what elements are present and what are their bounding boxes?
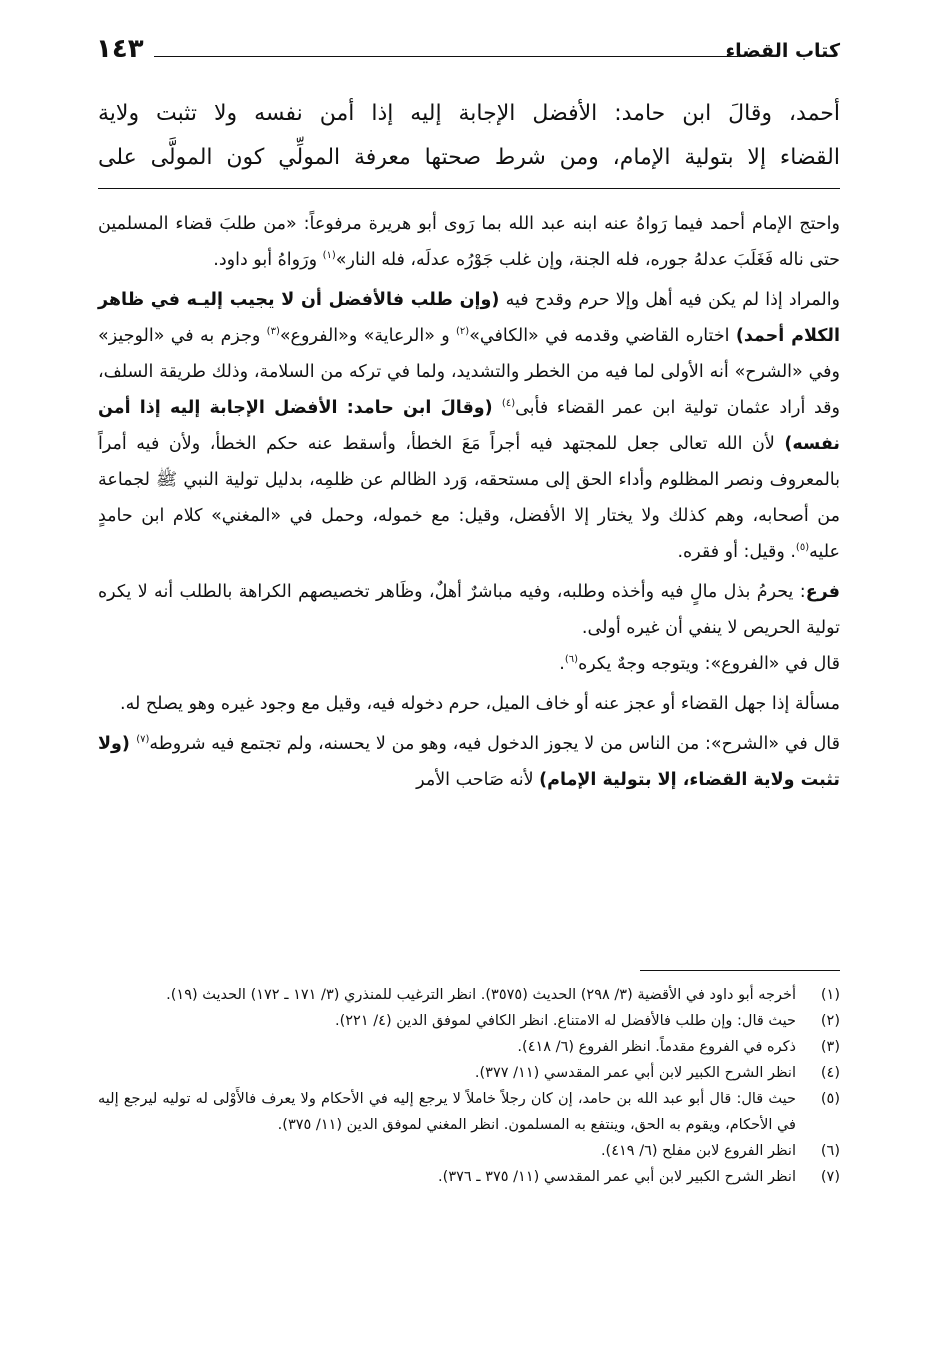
footnote-number: (٧) (820, 1169, 840, 1185)
quoted-main-text: (وقالَ ابن حامد: الأفضل الإجابة إليه إذا أمن نفسه) (98, 398, 840, 454)
footnote-item (98, 982, 840, 1008)
footnote-item (98, 1086, 840, 1138)
commentary-paragraph: مسألة إذا جهل القضاء أو عجز عنه أو خاف الميل، حرم دخوله فيه، وقيل مع وجود غيره وهو يصلح له. (120, 694, 840, 714)
footnote-number: (١) (820, 987, 840, 1003)
commentary-paragraph (98, 574, 840, 646)
main-text-divider (98, 188, 840, 189)
footnote-text: حيث قال: وإن طلب فالأفضل له الامتناع. انظر الكافي لموفق الدين (٤/ ٢٢١). (334, 1013, 796, 1029)
footnote-item (98, 1138, 840, 1164)
footnote-ref[interactable]: (٧) (136, 734, 150, 746)
footnote-number: (٤) (820, 1065, 840, 1081)
commentary-text: واحتج الإمام أحمد فيما رَواهُ عنه ابنه عبد الله بما رَوى أبو هريرة مرفوعاً: «من طلبَ قضاء المسلمين حتى ناله فَغَلَبَ عدلهُ جوره، فله الجنة، وإن غلب جَوْرُه عدلَه، فله النار» (98, 214, 840, 270)
commentary-text: . وقيل: أو فقره. (677, 542, 796, 562)
footnote-text: أخرجه أبو داود في الأقضية (٣/ ٢٩٨) الحديث (٣٥٧٥). انظر الترغيب للمنذري (٣/ ١٧١ ـ ١٧٢) الحديث (١٩). (166, 987, 796, 1003)
main-text-line: القضاء إلا بتولية الإمام، ومن شرط صحتها معرفة المولِّي كون المولَّى على (98, 145, 840, 170)
commentary-text: قال في «الفروع»: ويتوجه وجهٌ يكره (578, 654, 840, 674)
commentary-text: قال في «الشرح»: من الناس من لا يجوز الدخول فيه، وهو من لا يحسنه، ولم تجتمع فيه شروطه (149, 734, 841, 754)
footnote-number: (٣) (820, 1039, 840, 1055)
section-label: فرع (805, 582, 840, 602)
commentary-text: لأنه صَاحب الأمر (416, 770, 540, 790)
footnote-text: انظر الشرح الكبير لابن أبي عمر المقدسي (١١/ ٣٧٧). (474, 1065, 796, 1081)
footnote-ref[interactable]: (٣) (266, 326, 280, 338)
footnote-ref[interactable]: (٤) (501, 398, 516, 410)
footnote-number: (٢) (820, 1013, 840, 1029)
commentary-text: ورَواهُ أبو داود. (213, 250, 323, 270)
commentary-paragraph (98, 646, 840, 682)
commentary-text: و «الرعاية» و«الفروع» (279, 326, 457, 346)
footnote-item (98, 1060, 840, 1086)
footnote-number: (٦) (820, 1143, 840, 1159)
chapter-title: كتاب القضاء (725, 40, 840, 62)
footnote-text: ذكره في الفروع مقدماً. انظر الفروع (٦/ ٤١٨). (517, 1039, 796, 1055)
footnote-ref[interactable]: (٢) (456, 326, 470, 338)
quoted-main-text: (ولا تثبت ولاية القضاء، إلا بتولية الإمام) (98, 734, 840, 790)
main-text-line: أحمد، وقالَ ابن حامد: الأفضل الإجابة إليه إذا أمن نفسه ولا تثبت ولاية (98, 101, 840, 126)
commentary-text: لأن الله تعالى جعل للمجتهد فيه أجراً مَعَ الخطأ، وأسقط عنه حكم الخطأ، ولأن فيه أمراً بالمعروف ونصر المظلوم وأداء الحق إلى مستحقه، وَرد الظالم عن ظلمِه، بدليل تولية النبي ﷺ لجماعة من أصحابه، وهم كذلك ولا يختار إلا الأفضل، وقيل: مع خموله، وحمل في «المغني» كلام ابن حامدٍ عليه (98, 434, 840, 562)
footnote-text: حيث قال: قال أبو عبد الله بن حامد، إن كان رجلاً خاملاً لا يرجع إليه في الأحكام ولا يعرف فالأَوْلى له توليه ليرجع إليه في الأحكام، ويقوم به الحق، وينتفع به المسلمون. انظر المغني لموفق الدين (١١/ ٣٧٥). (98, 1091, 796, 1133)
footnote-item (98, 1034, 840, 1060)
commentary (98, 206, 840, 798)
quoted-main-text: (وإن طلب فالأفضل أن لا يجيب إليـه في ظاهر الكلام أحمد) (98, 290, 840, 346)
main-text (98, 92, 840, 180)
commentary-text: والمراد إذا لم يكن فيه أهل وإلا حرم وقدح فيه (499, 290, 841, 310)
commentary-text: : يحرمُ بذل مالٍ فيه وأخذه وطلبه، وفيه مباشرٌ أهلٌ، وظَاهر تخصيصهم الكراهة بالطلب أنه لا يكره تولية الحريص لا ينفي أن غيره أولى. (98, 582, 840, 638)
footnotes (98, 982, 840, 1190)
page-number: ١٤٣ (96, 34, 144, 64)
footnote-item (98, 1164, 840, 1190)
footnote-text: انظر الشرح الكبير لابن أبي عمر المقدسي (١١/ ٣٧٥ ـ ٣٧٦). (438, 1169, 796, 1185)
running-header (96, 34, 840, 70)
footnote-ref[interactable]: (٦) (564, 654, 579, 666)
footnote-ref[interactable]: (١) (322, 250, 336, 262)
commentary-text: . (559, 654, 565, 674)
commentary-paragraph (98, 206, 840, 278)
header-rule (154, 56, 738, 57)
footnote-text: انظر الفروع لابن مفلح (٦/ ٤١٩). (600, 1143, 796, 1159)
commentary-paragraph (98, 726, 840, 798)
footnote-number: (٥) (820, 1091, 840, 1107)
footnote-item (98, 1008, 840, 1034)
footnote-ref[interactable]: (٥) (795, 542, 810, 554)
commentary-text: وجزم به في «الوجيز» وفي «الشرح» أنه الأولى لما فيه من الخطر والتشديد، ولما في تركه من السلامة، وذلك طريقة السلف، وقد أراد عثمان تولية ابن عمر القضاء فأبى (98, 326, 840, 418)
footnote-divider (640, 970, 840, 971)
commentary-text: اختاره القاضي وقدمه في «الكافي» (469, 326, 736, 346)
commentary-paragraph (98, 282, 840, 570)
